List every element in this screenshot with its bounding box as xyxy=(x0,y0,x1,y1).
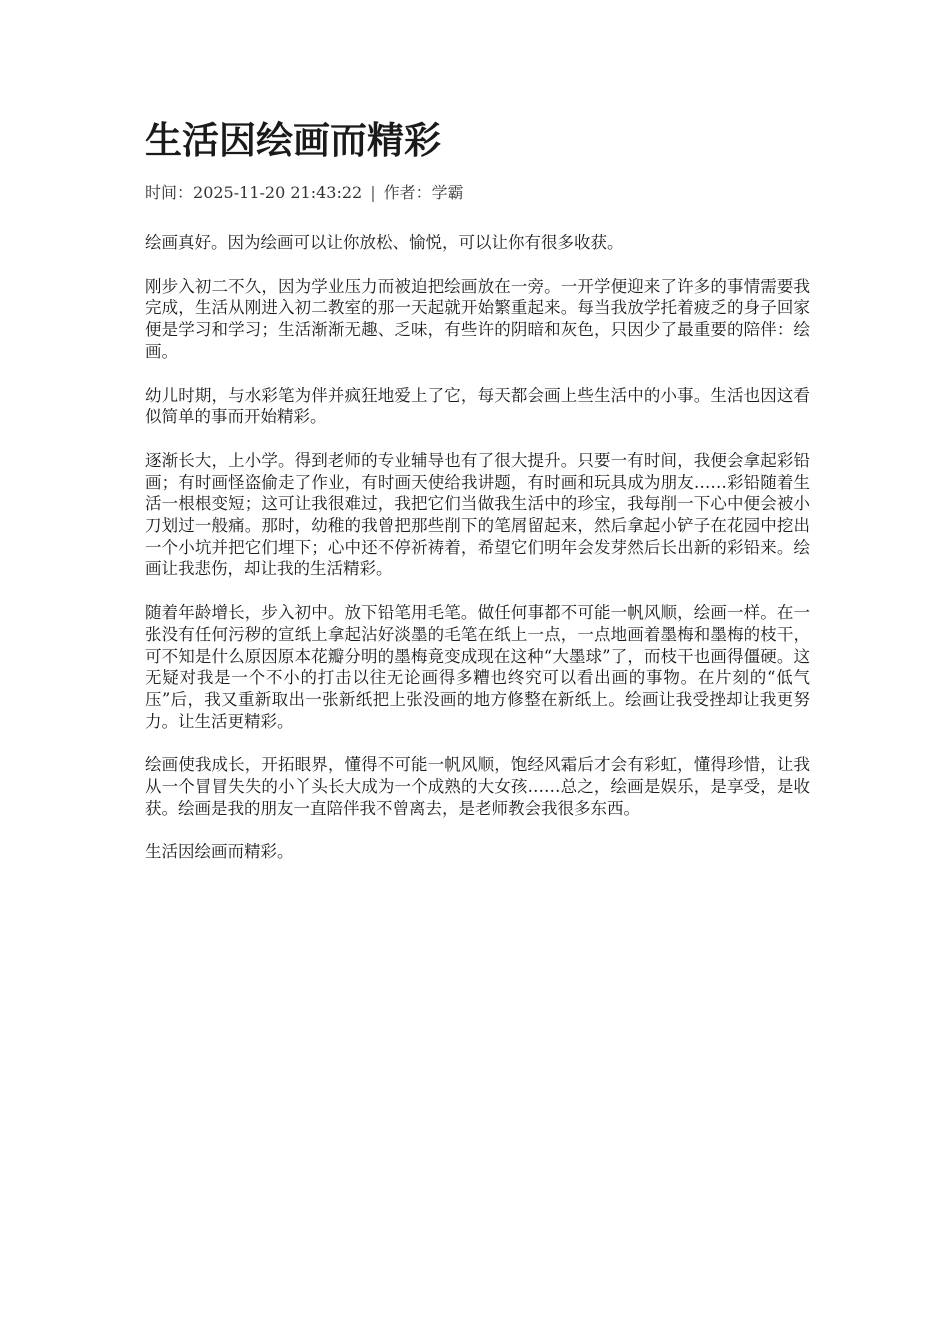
author-label: 作者： xyxy=(383,183,432,202)
time-label: 时间： xyxy=(145,183,194,202)
article-meta xyxy=(145,182,810,204)
article xyxy=(145,112,810,885)
paragraph-7: 生活因绘画而精彩。 xyxy=(145,842,294,862)
paragraph-4: 逐渐长大，上小学。得到老师的专业辅导也有了很大提升。只要一有时间，我便会拿起彩铅画；有时画怪盗偷走了作业，有时画天使给我讲题，有时画和玩具成为朋友……彩铅随着生活一根根变短；这可让我很难过，我把它们当做我生活中的珍宝，我每削一下心中便会被小刀划过一般痛。那时，幼稚的我曾把那些削下的笔屑留起来，然后拿起小铲子在花园中挖出一个小坑并把它们埋下；心中还不停祈祷着，希望它们明年会发芽然后长出新的彩铅来。绘画让我悲伤，却让我的生活精彩。 xyxy=(145,450,810,579)
article-title: 生活因绘画而精彩 xyxy=(145,118,441,162)
paragraph-1: 绘画真好。因为绘画可以让你放松、愉悦，可以让你有很多收获。 xyxy=(145,233,624,252)
paragraph-5: 随着年龄增长，步入初中。放下铅笔用毛笔。做任何事都不可能一帆风顺，绘画一样。在一张没有任何污秽的宣纸上拿起沾好淡墨的毛笔在纸上一点，一点地画着墨梅和墨梅的枝干，可不知是什么原因原本花瓣分明的墨梅竟变成现在这种“大墨球”了，而枝干也画得僵硬。这无疑对我是一个不小的打击以往无论画得多糟也终究可以看出画的事物。在片刻的“低气压”后，我又重新取出一张新纸把上张没画的地方修整在新纸上。绘画让我受挫却让我更努力。让生活更精彩。 xyxy=(145,603,810,731)
author-value: 学霸 xyxy=(431,183,464,202)
time-value: 2025-11-20 21:43:22 xyxy=(193,183,363,202)
paragraph-6: 绘画使我成长，开拓眼界，懂得不可能一帆风顺，饱经风霜后才会有彩虹，懂得珍惜，让我从一个冒冒失失的小丫头长大成为一个成熟的大女孩……总之，绘画是娱乐，是享受，是收获。绘画是我的朋友一直陪伴我不曾离去，是老师教会我很多东西。 xyxy=(145,755,810,818)
paragraph-2: 刚步入初二不久，因为学业压力而被迫把绘画放在一旁。一开学便迎来了许多的事情需要我完成，生活从刚进入初二教室的那一天起就开始繁重起来。每当我放学托着疲乏的身子回家便是学习和学习；生活渐渐无趣、乏味，有些许的阴暗和灰色，只因少了最重要的陪伴：绘画。 xyxy=(145,276,810,361)
meta-separator: | xyxy=(370,183,376,202)
article-body xyxy=(145,232,810,863)
paragraph-3: 幼儿时期，与水彩笔为伴并疯狂地爱上了它，每天都会画上些生活中的小事。生活也因这看似简单的事而开始精彩。 xyxy=(145,385,810,427)
